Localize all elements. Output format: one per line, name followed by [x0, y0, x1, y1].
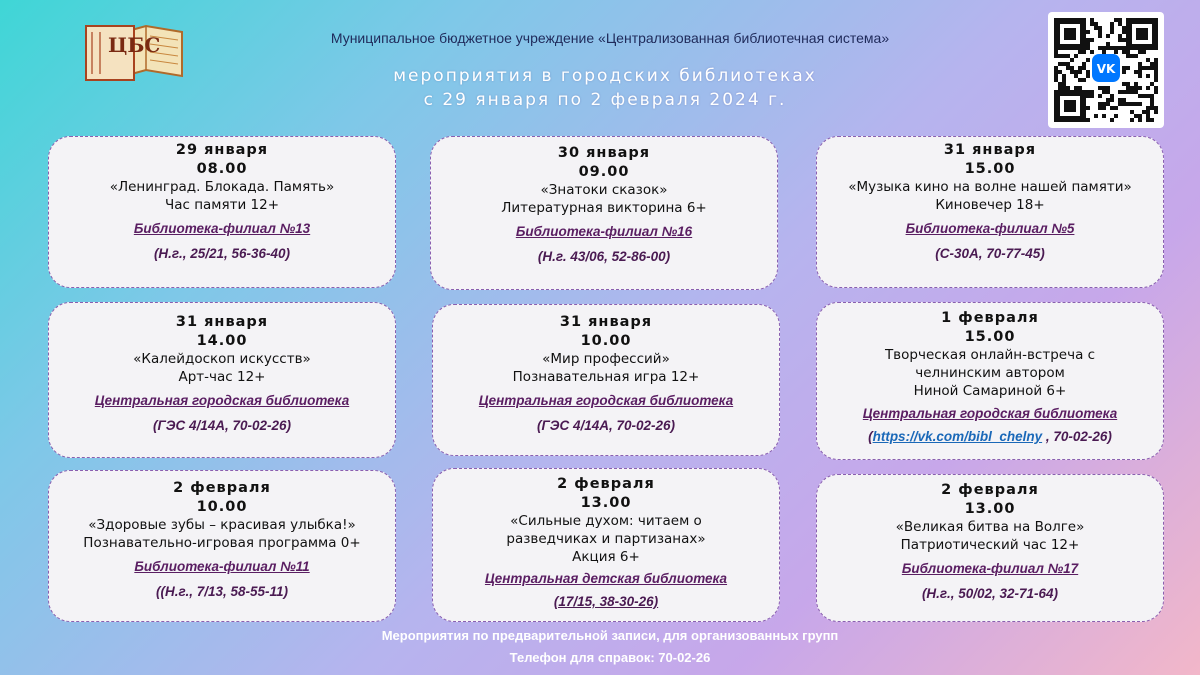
- address-phone: , 70-02-26): [1042, 429, 1112, 444]
- event-title: «Здоровые зубы – красивая улыбка!»: [88, 517, 356, 533]
- event-title-line-3: Ниной Самариной 6+: [913, 383, 1067, 399]
- event-title: «Мир профессий»: [542, 351, 670, 367]
- event-type: Арт-час 12+: [178, 369, 266, 385]
- event-address: (Н.г., 50/02, 32-71-64): [921, 586, 1059, 601]
- event-time: 13.00: [964, 501, 1016, 517]
- event-title: «Знатоки сказок»: [540, 182, 668, 198]
- event-title: «Музыка кино на волне нашей памяти»: [848, 179, 1132, 195]
- event-card-5: [432, 304, 780, 456]
- event-type: Познавательная игра 12+: [512, 369, 700, 385]
- event-type: Киновечер 18+: [935, 197, 1045, 213]
- event-address: (С-30А, 70-77-45): [935, 246, 1045, 261]
- event-time: 10.00: [196, 499, 248, 515]
- footer-phone: Телефон для справок: 70-02-26: [509, 650, 711, 665]
- event-title-line-2: челнинским автором: [915, 365, 1065, 381]
- event-date: 30 января: [557, 145, 651, 161]
- logo-text: ЦБС: [108, 33, 161, 57]
- event-date: 31 января: [559, 314, 653, 330]
- event-place-link[interactable]: Центральная городская библиотека: [862, 406, 1118, 421]
- event-title-line-3: Акция 6+: [572, 549, 640, 565]
- event-time: 09.00: [578, 164, 630, 180]
- vk-badge-text: VK: [1096, 62, 1116, 76]
- event-time: 15.00: [964, 329, 1016, 345]
- vk-link[interactable]: https://vk.com/bibl_chelny: [872, 429, 1043, 444]
- library-logo: [84, 22, 186, 82]
- event-date: 2 февраля: [173, 480, 271, 496]
- event-place-link[interactable]: Центральная городская библиотека: [478, 393, 734, 408]
- event-place-link[interactable]: Библиотека-филиал №16: [515, 224, 693, 239]
- event-date: 2 февраля: [557, 476, 655, 492]
- title-line-1: мероприятия в городских библиотеках: [393, 66, 817, 86]
- title-line-2: с 29 января по 2 февраля 2024 г.: [423, 90, 787, 110]
- event-address: (Н.г., 25/21, 56-36-40): [153, 246, 291, 261]
- event-place-link[interactable]: Библиотека-филиал №11: [134, 559, 310, 574]
- event-date: 2 февраля: [941, 482, 1039, 498]
- qr-code[interactable]: [1048, 12, 1164, 128]
- event-card-2: [430, 136, 778, 290]
- event-time: 08.00: [196, 161, 248, 177]
- event-address: ((Н.г., 7/13, 58-55-11): [155, 584, 289, 599]
- event-type: Познавательно-игровая программа 0+: [83, 535, 361, 551]
- event-address: [817, 428, 1163, 446]
- event-address: (Н.г. 43/06, 52-86-00): [537, 249, 671, 264]
- footer-note: Мероприятия по предварительной записи, для организованных групп: [381, 628, 839, 643]
- event-place-link[interactable]: Центральная детская библиотека: [484, 571, 728, 586]
- event-card-9: [816, 474, 1164, 622]
- event-card-3: [816, 136, 1164, 288]
- event-place-link[interactable]: Библиотека-филиал №13: [133, 221, 311, 236]
- event-date: 1 февраля: [941, 310, 1039, 326]
- event-card-6: [816, 302, 1164, 460]
- event-title-line-1: «Сильные духом: читаем о: [510, 513, 702, 529]
- event-time: 10.00: [580, 333, 632, 349]
- event-card-7: [48, 470, 396, 622]
- event-time: 15.00: [964, 161, 1016, 177]
- organization-name: Муниципальное бюджетное учреждение «Централизованная библиотечная система»: [330, 30, 890, 46]
- event-address: (ГЭС 4/14А, 70-02-26): [152, 418, 292, 433]
- event-time: 13.00: [580, 495, 632, 511]
- event-card-4: [48, 302, 396, 458]
- event-date: 31 января: [943, 142, 1037, 158]
- event-place-link[interactable]: Библиотека-филиал №5: [905, 221, 1075, 236]
- event-place-link[interactable]: Центральная городская библиотека: [94, 393, 350, 408]
- event-time: 14.00: [196, 333, 248, 349]
- event-title: «Калейдоскоп искусств»: [133, 351, 311, 367]
- event-type: Час памяти 12+: [164, 197, 280, 213]
- event-title-line-1: Творческая онлайн-встреча с: [884, 347, 1096, 363]
- event-address: (17/15, 38-30-26): [553, 594, 659, 609]
- event-date: 29 января: [175, 142, 269, 158]
- event-place-link[interactable]: Библиотека-филиал №17: [901, 561, 1079, 576]
- event-type: Литературная викторина 6+: [501, 200, 707, 216]
- event-title: «Великая битва на Волге»: [895, 519, 1085, 535]
- event-date: 31 января: [175, 314, 269, 330]
- event-title-line-2: разведчиках и партизанах»: [506, 531, 706, 547]
- address-open: (: [868, 429, 873, 444]
- event-address: (ГЭС 4/14А, 70-02-26): [536, 418, 676, 433]
- event-type: Патриотический час 12+: [900, 537, 1080, 553]
- page-title: [300, 64, 910, 112]
- event-card-8: [432, 468, 780, 622]
- event-card-1: [48, 136, 396, 288]
- event-title: «Ленинград. Блокада. Память»: [109, 179, 335, 195]
